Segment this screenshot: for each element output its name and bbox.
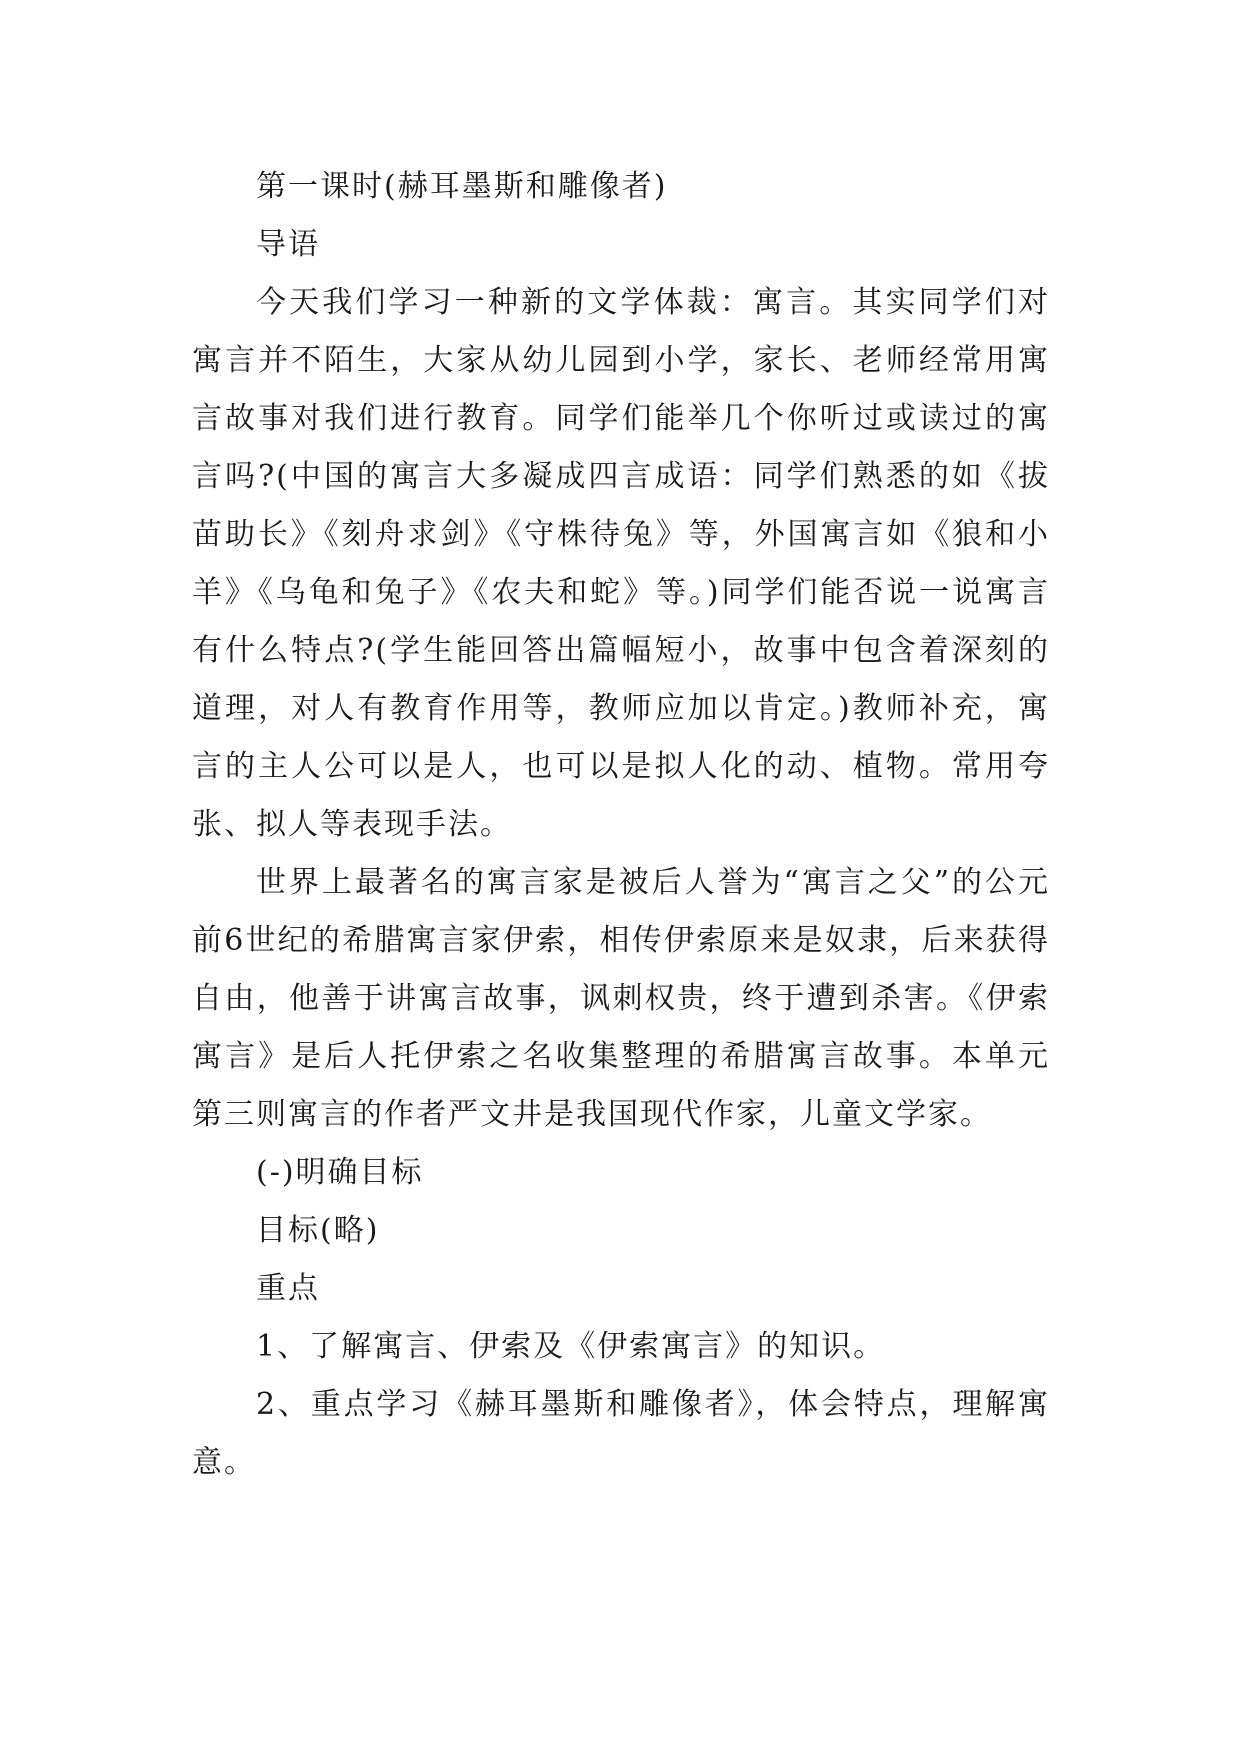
key-point-1: 1、了解寓言、伊索及《伊索寓言》的知识。	[256, 1329, 886, 1364]
key-point-2: 2、重点学习《赫耳墨斯和雕像者》，体会特点，理解寓意。	[192, 1387, 1050, 1480]
lesson-title: 第一课时(赫耳墨斯和雕像者)	[256, 169, 668, 204]
section-heading-intro: 导语	[256, 227, 320, 262]
section-heading-goals: (-)明确目标	[256, 1155, 424, 1190]
document-body	[192, 158, 1050, 1492]
goals-line: 目标(略)	[256, 1213, 380, 1248]
paragraph-intro: 今天我们学习一种新的文学体裁：寓言。其实同学们对寓言并不陌生，大家从幼儿园到小学，家长、老师经常用寓言故事对我们进行教育。同学们能举几个你听过或读过的寓言吗?(中国的寓言大多凝成四言成语：同学们熟悉的如《拔苗助长》《刻舟求剑》《守株待兔》等，外国寓言如《狼和小羊》《乌龟和兔子》《农夫和蛇》等。)同学们能否说一说寓言有什么特点?(学生能回答出篇幅短小，故事中包含着深刻的道理，对人有教育作用等，教师应加以肯定。)教师补充，寓言的主人公可以是人，也可以是拟人化的动、植物。常用夸张、拟人等表现手法。	[192, 285, 1050, 842]
paragraph-aesop: 世界上最著名的寓言家是被后人誉为“寓言之父”的公元前6世纪的希腊寓言家伊索，相传伊索原来是奴隶，后来获得自由，他善于讲寓言故事，讽刺权贵，终于遭到杀害。《伊索寓言》是后人托伊索之名收集整理的希腊寓言故事。本单元第三则寓言的作者严文井是我国现代作家，儿童文学家。	[192, 865, 1050, 1132]
key-points-heading: 重点	[256, 1271, 320, 1306]
